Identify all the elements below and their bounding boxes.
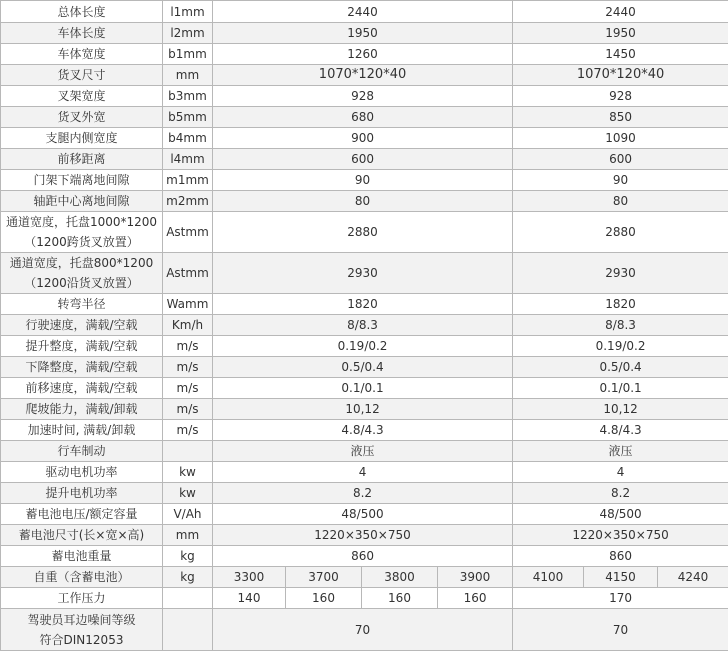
row-label-line-2: （1200跨货叉放置） (1, 235, 162, 249)
pressure-value: 160 (362, 588, 438, 609)
row-label: 行驶速度，满载/空载 (1, 315, 163, 336)
row-unit: kw (163, 462, 213, 483)
row-label: 提升整度，满载/空载 (1, 336, 163, 357)
row-label: 提升电机功率 (1, 483, 163, 504)
value-model-b: 0.1/0.1 (513, 378, 728, 399)
value-model-b: 2440 (513, 1, 728, 23)
row-unit (163, 588, 213, 609)
value-model-b: 1450 (513, 44, 728, 65)
value-model-b: 48/500 (513, 504, 728, 525)
value-model-a: 4.8/4.3 (213, 420, 513, 441)
table-row (1, 294, 728, 315)
self-weight-value: 4240 (658, 567, 728, 588)
table-row (1, 609, 728, 651)
row-unit: V/Ah (163, 504, 213, 525)
row-label: 前移速度，满载/空载 (1, 378, 163, 399)
row-label: 加速时间, 满载/卸载 (1, 420, 163, 441)
row-label-line-2: （1200沿货叉放置） (1, 276, 162, 290)
value-model-a: 0.1/0.1 (213, 378, 513, 399)
value-model-b: 90 (513, 170, 728, 191)
self-weight-value: 3700 (286, 567, 362, 588)
row-unit: l1mm (163, 1, 213, 23)
value-model-a: 860 (213, 546, 513, 567)
table-row (1, 149, 728, 170)
value-model-a: 2880 (213, 212, 513, 253)
row-label: 货叉尺寸 (1, 65, 163, 86)
table-row (1, 462, 728, 483)
row-label: 车体宽度 (1, 44, 163, 65)
table-row (1, 212, 728, 253)
value-model-a: 8.2 (213, 483, 513, 504)
value-model-b: 4.8/4.3 (513, 420, 728, 441)
row-label (1, 609, 163, 651)
value-model-a: 1820 (213, 294, 513, 315)
value-model-b: 0.5/0.4 (513, 357, 728, 378)
table-row (1, 420, 728, 441)
table-row (1, 170, 728, 191)
value-model-b: 850 (513, 107, 728, 128)
value-model-a: 0.5/0.4 (213, 357, 513, 378)
value-model-a: 2440 (213, 1, 513, 23)
row-label: 驱动电机功率 (1, 462, 163, 483)
value-model-a: 680 (213, 107, 513, 128)
row-unit: b1mm (163, 44, 213, 65)
row-label: 轴距中心离地间隙 (1, 191, 163, 212)
row-unit: Wamm (163, 294, 213, 315)
value-model-a: 900 (213, 128, 513, 149)
row-label: 车体长度 (1, 23, 163, 44)
row-label: 支腿内侧宽度 (1, 128, 163, 149)
value-model-a: 10,12 (213, 399, 513, 420)
table-row (1, 253, 728, 294)
value-model-b: 1950 (513, 23, 728, 44)
value-model-b: 1070*120*40 (513, 65, 728, 86)
value-model-a: 1070*120*40 (213, 65, 513, 86)
row-unit: kw (163, 483, 213, 504)
row-unit: m/s (163, 420, 213, 441)
value-model-b: 4 (513, 462, 728, 483)
value-model-b: 928 (513, 86, 728, 107)
row-unit: b3mm (163, 86, 213, 107)
row-unit: b4mm (163, 128, 213, 149)
row-label: 行车制动 (1, 441, 163, 462)
row-unit (163, 441, 213, 462)
self-weight-value: 4150 (584, 567, 658, 588)
table-row (1, 336, 728, 357)
value-model-b: 2880 (513, 212, 728, 253)
self-weight-value: 3300 (213, 567, 286, 588)
row-label: 前移距离 (1, 149, 163, 170)
value-model-b: 10,12 (513, 399, 728, 420)
table-row (1, 315, 728, 336)
row-label: 货叉外宽 (1, 107, 163, 128)
row-label: 下降整度，满载/空载 (1, 357, 163, 378)
row-unit: mm (163, 525, 213, 546)
row-unit: Astmm (163, 212, 213, 253)
value-model-b: 液压 (513, 441, 728, 462)
row-label: 蓄电池电压/额定容量 (1, 504, 163, 525)
row-label: 蓄电池尺寸(长×宽×高) (1, 525, 163, 546)
row-unit: m/s (163, 357, 213, 378)
spec-table-body (1, 1, 728, 651)
value-model-b: 8/8.3 (513, 315, 728, 336)
value-model-b: 1820 (513, 294, 728, 315)
pressure-value: 160 (438, 588, 513, 609)
row-unit: mm (163, 65, 213, 86)
table-row (1, 504, 728, 525)
row-label: 总体长度 (1, 1, 163, 23)
value-model-a: 90 (213, 170, 513, 191)
value-model-b: 860 (513, 546, 728, 567)
row-label-line-1: 通道宽度，托盘1000*1200 (1, 215, 162, 229)
table-row (1, 525, 728, 546)
row-label-line-1: 通道宽度，托盘800*1200 (1, 256, 162, 270)
value-model-b: 1090 (513, 128, 728, 149)
row-unit: m/s (163, 399, 213, 420)
row-label (1, 212, 163, 253)
table-row (1, 378, 728, 399)
value-model-a: 600 (213, 149, 513, 170)
pressure-value: 160 (286, 588, 362, 609)
table-row (1, 483, 728, 504)
table-row (1, 191, 728, 212)
row-unit: l2mm (163, 23, 213, 44)
value-model-b: 8.2 (513, 483, 728, 504)
table-row (1, 107, 728, 128)
value-model-b: 2930 (513, 253, 728, 294)
value-model-a: 4 (213, 462, 513, 483)
pressure-value-model-b: 170 (513, 588, 728, 609)
table-row (1, 588, 728, 609)
value-model-b: 0.19/0.2 (513, 336, 728, 357)
table-row (1, 399, 728, 420)
row-label: 叉架宽度 (1, 86, 163, 107)
value-model-a: 80 (213, 191, 513, 212)
value-model-b: 70 (513, 609, 728, 651)
value-model-a: 48/500 (213, 504, 513, 525)
row-label (1, 253, 163, 294)
table-row (1, 128, 728, 149)
row-label: 爬坡能力，满载/卸载 (1, 399, 163, 420)
row-unit: Km/h (163, 315, 213, 336)
value-model-a: 70 (213, 609, 513, 651)
row-unit: l4mm (163, 149, 213, 170)
self-weight-value: 3800 (362, 567, 438, 588)
value-model-a: 1950 (213, 23, 513, 44)
value-model-a: 0.19/0.2 (213, 336, 513, 357)
row-label: 蓄电池重量 (1, 546, 163, 567)
row-label: 门架下端离地间隙 (1, 170, 163, 191)
row-label: 转弯半径 (1, 294, 163, 315)
row-unit: b5mm (163, 107, 213, 128)
value-model-a: 2930 (213, 253, 513, 294)
table-row (1, 357, 728, 378)
table-row (1, 567, 728, 588)
row-unit: kg (163, 546, 213, 567)
table-row (1, 23, 728, 44)
value-model-b: 80 (513, 191, 728, 212)
row-unit: Astmm (163, 253, 213, 294)
value-model-b: 1220×350×750 (513, 525, 728, 546)
value-model-a: 1260 (213, 44, 513, 65)
pressure-value: 140 (213, 588, 286, 609)
table-row (1, 546, 728, 567)
table-row (1, 65, 728, 86)
self-weight-value: 3900 (438, 567, 513, 588)
row-label: 工作压力 (1, 588, 163, 609)
row-label: 自重（含蓄电池） (1, 567, 163, 588)
table-row (1, 44, 728, 65)
value-model-a: 928 (213, 86, 513, 107)
row-label-line-2: 符合DIN12053 (1, 633, 162, 647)
self-weight-value: 4100 (513, 567, 584, 588)
table-row (1, 441, 728, 462)
value-model-a: 1220×350×750 (213, 525, 513, 546)
row-unit: m/s (163, 336, 213, 357)
table-row (1, 1, 728, 23)
value-model-b: 600 (513, 149, 728, 170)
row-unit (163, 609, 213, 651)
table-row (1, 86, 728, 107)
row-unit: m2mm (163, 191, 213, 212)
row-label-line-1: 驾驶员耳边噪间等级 (1, 613, 162, 627)
row-unit: m1mm (163, 170, 213, 191)
value-model-a: 8/8.3 (213, 315, 513, 336)
row-unit: kg (163, 567, 213, 588)
value-model-a: 液压 (213, 441, 513, 462)
row-unit: m/s (163, 378, 213, 399)
